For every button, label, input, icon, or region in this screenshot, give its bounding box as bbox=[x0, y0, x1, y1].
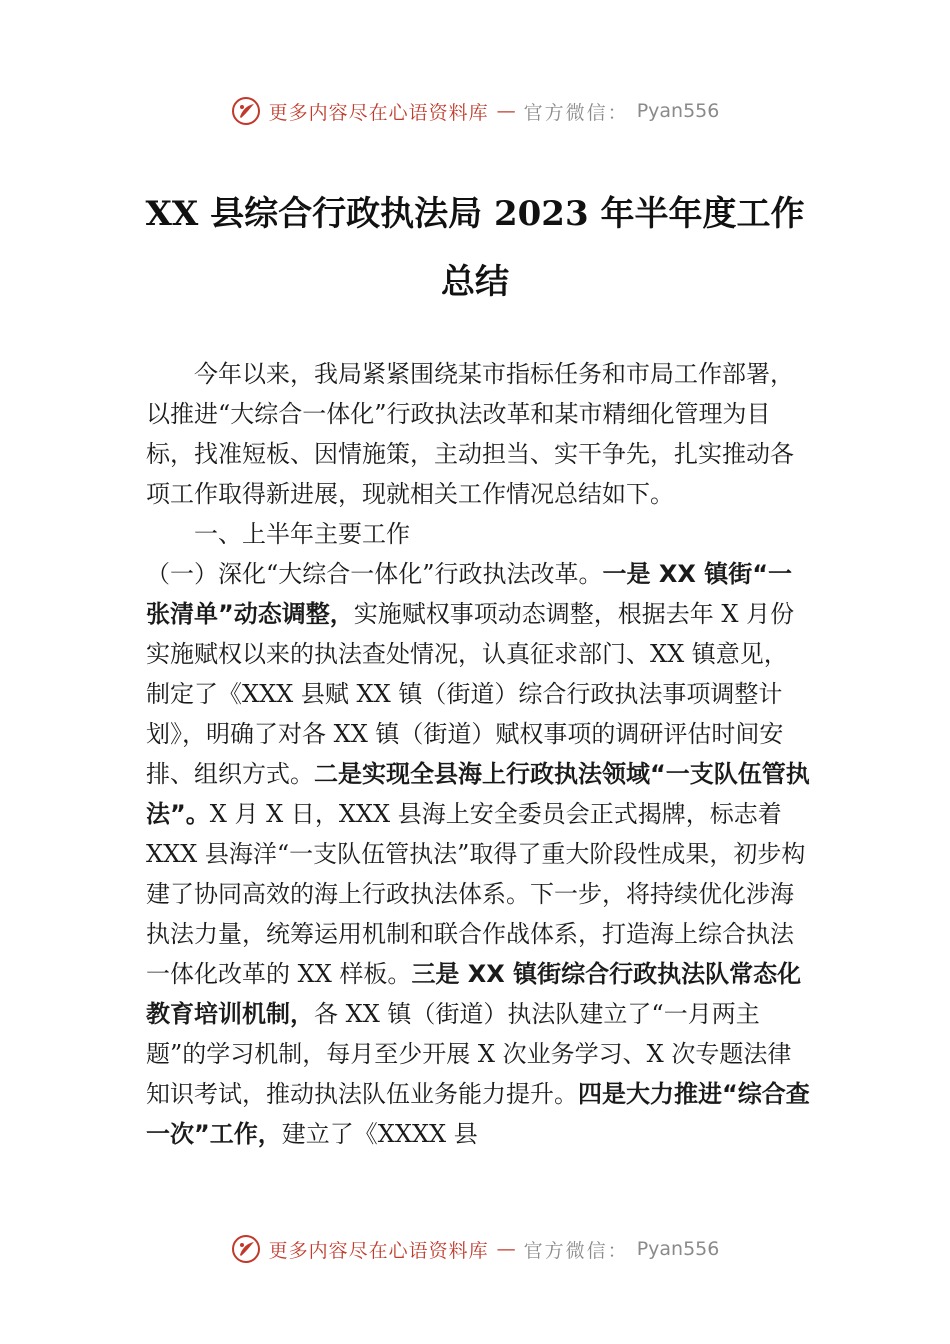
section-paragraph bbox=[146, 554, 810, 1154]
bold-point-4: 四是大力推进“综合查一次”工作， bbox=[146, 1080, 810, 1148]
point-2-text: X 月 X 日，XXX 县海上安全委员会正式揭牌，标志着 XXX 县海洋“一支队伍管执法”取得了重大阶段性成果，初步构建了协同高效的海上行政执法体系。下一步，将持续优化涉海执法力量，统筹运用机制和联合作战体系，打造海上综合执法一体化改革的 XX 样板。 bbox=[146, 800, 806, 988]
watermark-official: 官方微信： bbox=[523, 1239, 629, 1262]
logo-icon bbox=[231, 96, 261, 126]
logo-icon bbox=[231, 1234, 261, 1264]
watermark-dash: — bbox=[496, 1238, 516, 1260]
document-title bbox=[0, 180, 950, 316]
point-1-text: 实施赋权事项动态调整，根据去年 X 月份实施赋权以来的执法查处情况，认真征求部门、XX 镇意见，制定了《XXX 县赋 XX 镇（街道）综合行政执法事项调整计划》，明确了对各 XX 镇（街道）赋权事项的调研评估时间安排、组织方式。 bbox=[146, 600, 795, 788]
watermark-id: Pyan556 bbox=[636, 1238, 720, 1260]
title-line-2: 总结 bbox=[441, 262, 509, 302]
bold-point-1: 一是 XX 镇街“一张清单”动态调整， bbox=[146, 560, 793, 628]
paragraph-lead: （一）深化“大综合一体化”行政执法改革。 bbox=[146, 560, 603, 588]
document-body bbox=[146, 354, 810, 1154]
watermark-text: 更多内容尽在心语资料库 bbox=[268, 1239, 489, 1262]
point-3-text: 各 XX 镇（街道）执法队建立了“一月两主题”的学习机制，每月至少开展 X 次业务学习、X 次专题法律知识考试，推动执法队伍业务能力提升。 bbox=[146, 1000, 792, 1108]
point-4-text: 建立了《XXXX 县 bbox=[281, 1120, 478, 1148]
intro-paragraph: 今年以来，我局紧紧围绕某市指标任务和市局工作部署，以推进“大综合一体化”行政执法改革和某市精细化管理为目标，找准短板、因情施策，主动担当、实干争先，扎实推动各项工作取得新进展，现就相关工作情况总结如下。 bbox=[146, 360, 794, 508]
bold-point-2: 二是实现全县海上行政执法领域“一支队伍管执法”。 bbox=[146, 760, 810, 828]
watermark-text: 更多内容尽在心语资料库 bbox=[268, 101, 489, 124]
watermark-bottom bbox=[0, 1234, 950, 1264]
watermark-id: Pyan556 bbox=[636, 100, 720, 122]
watermark-top bbox=[0, 96, 950, 126]
watermark-dash: — bbox=[496, 100, 516, 122]
title-line-1: XX 县综合行政执法局 2023 年半年度工作 bbox=[145, 194, 805, 234]
bold-point-3: 三是 XX 镇街综合行政执法队常态化教育培训机制， bbox=[146, 960, 802, 1028]
watermark-official: 官方微信： bbox=[523, 101, 629, 124]
section-heading: 一、上半年主要工作 bbox=[194, 520, 410, 548]
